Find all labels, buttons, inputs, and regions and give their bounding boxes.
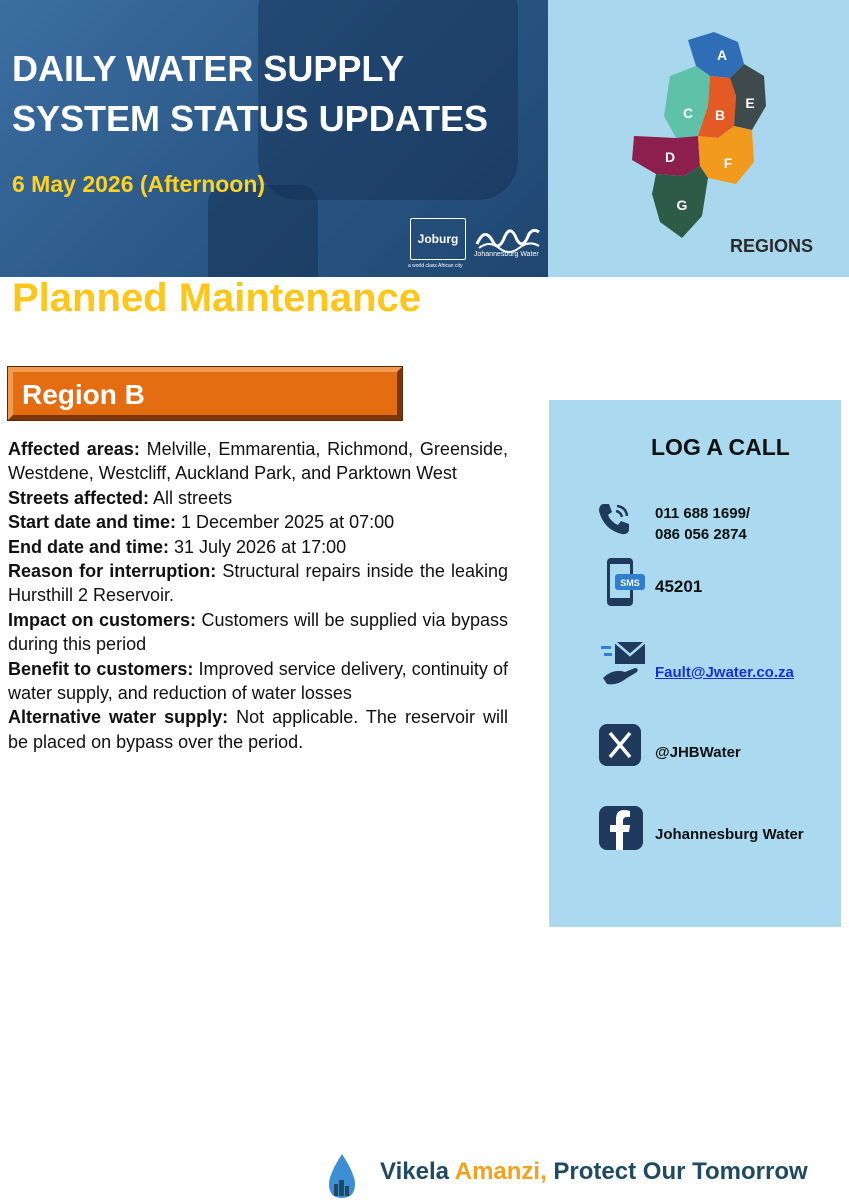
detail-value: All streets <box>149 487 233 508</box>
joburg-tagline: a world class African city <box>408 263 463 269</box>
region-title: Region B <box>22 379 145 410</box>
detail-label: Affected areas: <box>8 439 140 459</box>
detail-value: Improved service delivery, continuity of water supply, and reduction of water losses <box>8 658 509 704</box>
detail-label: Alternative water supply: <box>8 707 229 728</box>
detail-value: 1 December 2025 at 07:00 <box>176 512 395 533</box>
x-twitter-icon <box>599 724 641 766</box>
phone-icon <box>595 500 633 538</box>
region-b-letter: B <box>714 107 726 123</box>
region-c-letter: C <box>682 105 694 121</box>
log-a-call-title: LOG A CALL <box>651 434 790 460</box>
detail-label: Benefit to customers: <box>8 658 194 679</box>
region-g-letter: G <box>676 197 688 213</box>
email-icon <box>599 638 649 690</box>
detail-label: Streets affected: <box>8 487 150 508</box>
johannesburg-water-logo-text: Johannesburg Water <box>474 251 539 258</box>
detail-streets-affected <box>8 486 508 510</box>
detail-value: 31 July 2026 at 17:00 <box>169 536 347 557</box>
section-heading: Planned Maintenance <box>12 276 421 320</box>
facebook-name[interactable]: Johannesburg Water <box>655 826 804 843</box>
region-e-letter: E <box>745 95 755 111</box>
slogan-part-2: Amanzi, <box>454 1158 547 1185</box>
detail-end-date <box>8 535 508 559</box>
sms-number[interactable]: 45201 <box>655 577 703 596</box>
detail-impact <box>8 608 508 657</box>
detail-value: Structural repairs inside the leaking Hursthill 2 Reservoir. <box>8 561 508 606</box>
slogan-part-3: Protect Our Tomorrow <box>546 1158 808 1185</box>
title-line-2: SYSTEM STATUS UPDATES <box>12 98 489 139</box>
water-drop-icon <box>325 1152 359 1200</box>
detail-reason <box>8 559 508 608</box>
header-banner <box>0 0 548 277</box>
phone-numbers <box>655 503 750 545</box>
update-date: 6 May 2026 (Afternoon) <box>12 171 266 197</box>
region-d-letter: D <box>664 149 676 165</box>
regions-map <box>626 26 806 246</box>
detail-label: Start date and time: <box>8 512 177 533</box>
detail-value: Customers will be supplied via bypass during this period <box>8 609 508 655</box>
title-line-1: DAILY WATER SUPPLY <box>12 48 405 89</box>
page-title <box>12 44 488 144</box>
detail-value: Not applicable. The reservoir will be placed on bypass over the period. <box>8 707 509 752</box>
phone-number-2[interactable]: 086 056 2874 <box>655 526 747 543</box>
detail-benefit <box>8 657 508 706</box>
footer-slogan <box>380 1158 808 1186</box>
detail-start-date <box>8 510 508 534</box>
detail-label: End date and time: <box>8 536 170 557</box>
maintenance-details <box>8 437 508 754</box>
twitter-handle[interactable]: @JHBWater <box>655 744 741 761</box>
region-a-letter: A <box>716 47 728 63</box>
detail-value: Melville, Emmarentia, Richmond, Greenside, Westdene, Westcliff, Auckland Park, and Parktown West <box>8 439 508 484</box>
slogan-part-1: Vikela <box>380 1158 455 1185</box>
detail-label: Impact on customers: <box>8 609 196 630</box>
log-a-call-panel <box>549 400 841 927</box>
svg-text:SMS: SMS <box>620 578 640 588</box>
tap-spout-image <box>208 185 318 277</box>
facebook-icon <box>599 806 643 850</box>
detail-label: Reason for interruption: <box>8 561 217 582</box>
joburg-logo: Joburg <box>410 218 466 260</box>
region-banner <box>8 367 402 420</box>
sms-phone-icon <box>603 556 647 608</box>
phone-number-1[interactable]: 011 688 1699/ <box>655 505 751 522</box>
email-link[interactable]: Fault@Jwater.co.za <box>655 664 794 681</box>
regions-label: REGIONS <box>730 236 814 256</box>
region-f-letter: F <box>723 155 733 171</box>
detail-alternative-supply <box>8 705 508 754</box>
detail-affected-areas <box>8 437 508 486</box>
regions-panel <box>548 0 849 277</box>
